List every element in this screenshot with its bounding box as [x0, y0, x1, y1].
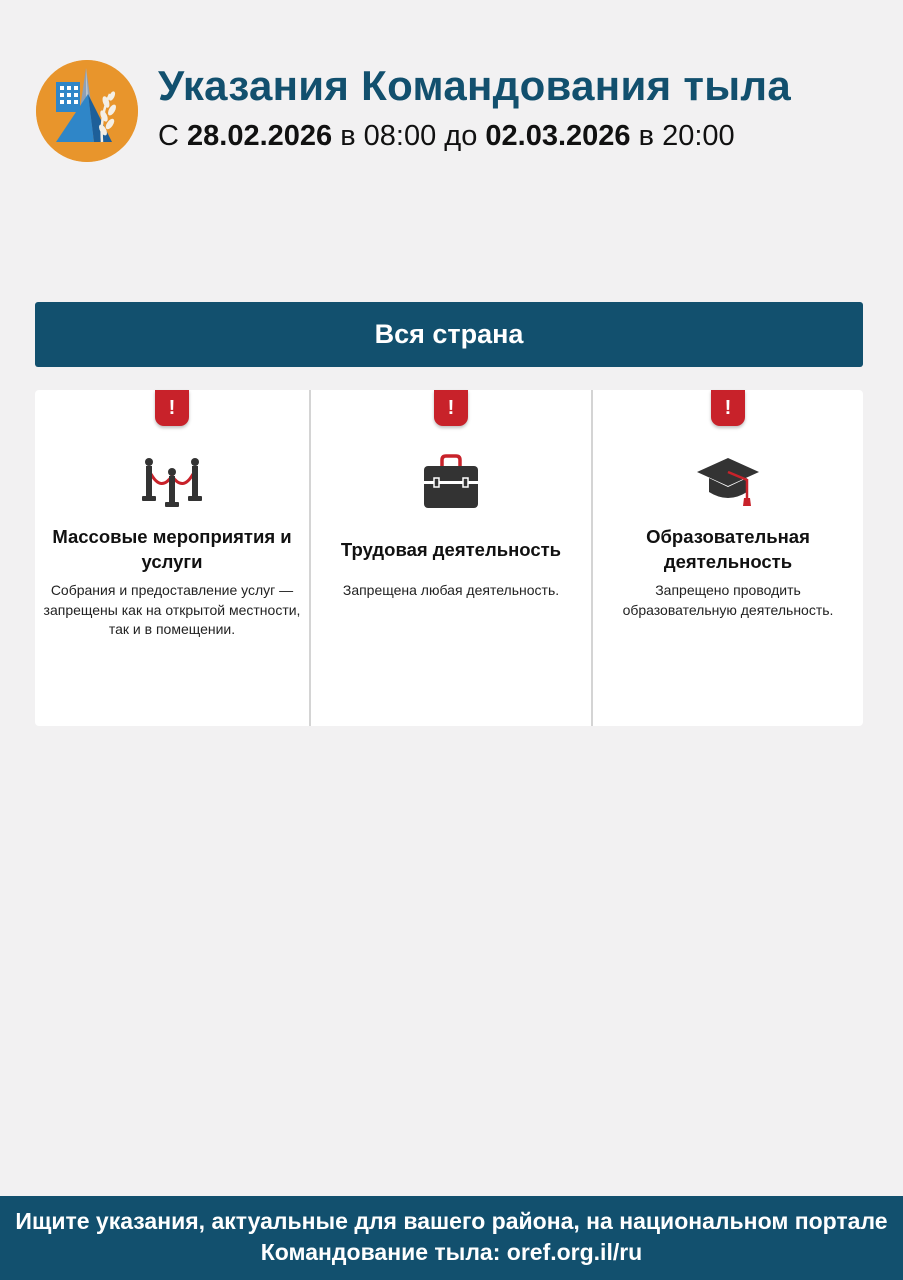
- footer-banner: [0, 1196, 903, 1280]
- period-prefix: С: [158, 120, 187, 152]
- region-bar: [35, 302, 863, 367]
- card-educational-activity: [591, 390, 863, 726]
- card-description: Запрещена любая деятельность.: [342, 582, 560, 598]
- card-description: Собрания и предоставление услуг — запрещены как на открытой местности, так и в помещении.: [43, 582, 301, 637]
- stanchion-rope-icon: [137, 454, 207, 514]
- period-start-time: в 08:00 до: [332, 120, 486, 152]
- card-title: Трудовая деятельность: [340, 539, 562, 560]
- briefcase-icon: [416, 454, 486, 514]
- period-subtitle: [158, 120, 735, 153]
- alert-badge: !: [434, 390, 468, 426]
- alert-badge: !: [711, 390, 745, 426]
- card-labor-activity: [309, 390, 591, 726]
- instruction-cards: [35, 390, 863, 726]
- home-front-command-logo: [36, 60, 138, 162]
- region-label: Вся страна: [374, 319, 524, 349]
- card-mass-events: [35, 390, 309, 726]
- alert-badge: !: [155, 390, 189, 426]
- footer-text: Ищите указания, актуальные для вашего района, на национальном портале Командование тыла: oref.org.il/ru: [15, 1208, 888, 1265]
- period-start-date: 28.02.2026: [187, 120, 333, 152]
- card-title: Массовые мероприятия и услуги: [52, 526, 292, 572]
- period-end-date: 02.03.2026: [485, 120, 631, 152]
- period-end-time: в 20:00: [630, 120, 735, 152]
- graduation-cap-icon: [693, 454, 763, 514]
- header: [36, 58, 886, 168]
- card-description: Запрещено проводить образовательную деятельность.: [622, 582, 834, 618]
- page-title: Указания Командования тыла: [158, 62, 792, 109]
- card-title: Образовательная деятельность: [646, 526, 810, 572]
